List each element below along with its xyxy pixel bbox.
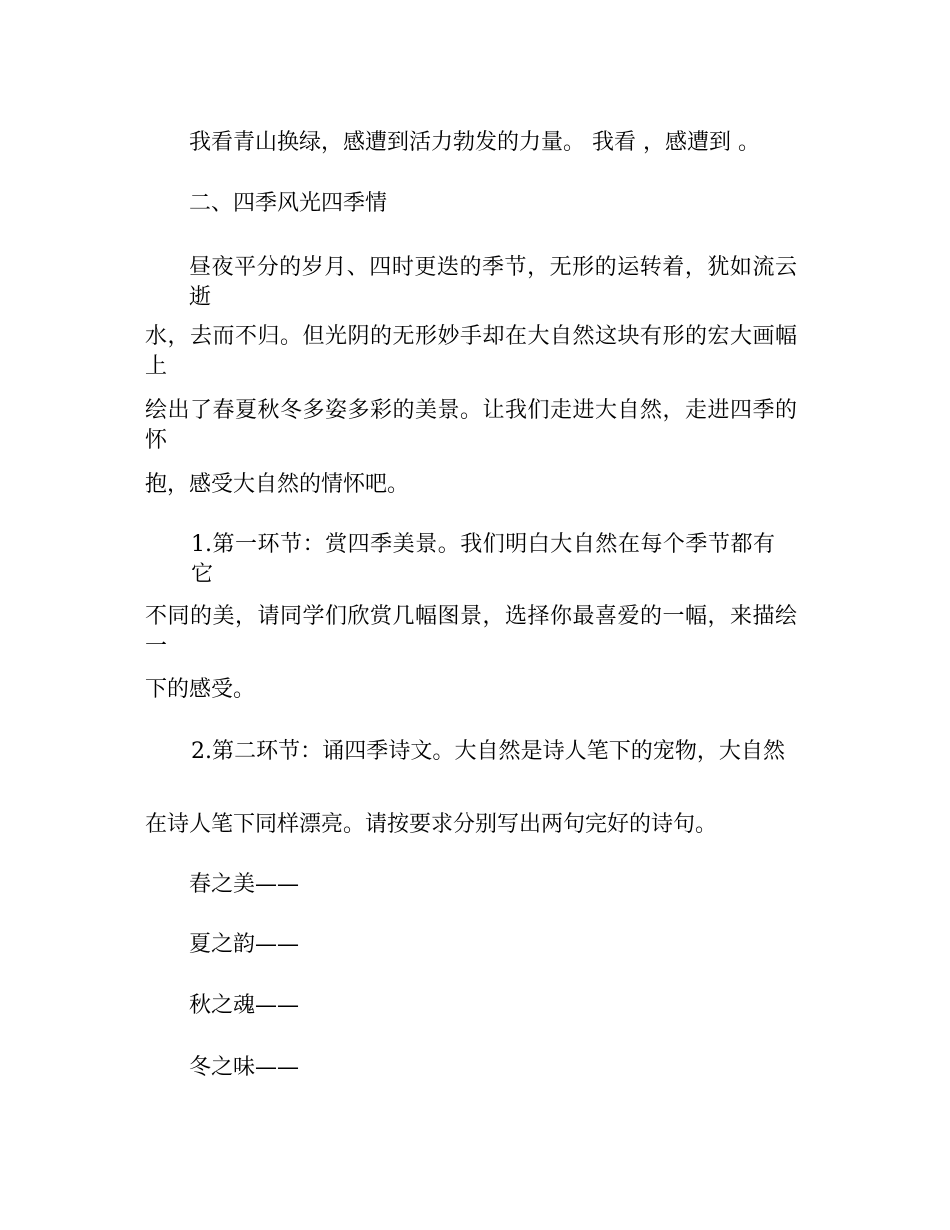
paragraph-line: 1.第一环节：赏四季美景。我们明白大自然在每个季节都有它 [191,532,775,587]
poem-prompt-summer: 夏之韵—— [189,932,300,957]
poem-prompt-autumn: 秋之魂—— [189,993,300,1018]
poem-prompt-spring: 春之美—— [189,872,300,897]
paragraph-line: 不同的美，请同学们欣赏几幅图景，选择你最喜爱的一幅，来描绘一 [145,604,797,659]
paragraph-line: 下的感受。 [145,677,256,702]
section-heading: 二、四季风光四季情 [189,191,388,216]
paragraph-line: 2.第二环节：诵四季诗文。大自然是诗人笔下的宠物，大自然 [191,739,785,764]
paragraph-line: 昼夜平分的岁月、四时更迭的季节，无形的运转着，犹如流云逝 [189,255,797,310]
paragraph-line: 在诗人笔下同样漂亮。请按要求分别写出两句完好的诗句。 [145,812,718,837]
paragraph-line: 水，去而不归。但光阴的无形妙手却在大自然这块有形的宏大画幅上 [145,324,797,379]
paragraph-line: 抱，感受大自然的情怀吧。 [145,472,410,497]
paragraph-line: 我看青山换绿，感遭到活力勃发的力量。 我看 ，感遭到 。 [189,130,760,155]
paragraph-line: 绘出了春夏秋冬多姿多彩的美景。让我们走进大自然，走进四季的怀 [145,398,797,453]
poem-prompt-winter: 冬之味—— [189,1055,300,1080]
